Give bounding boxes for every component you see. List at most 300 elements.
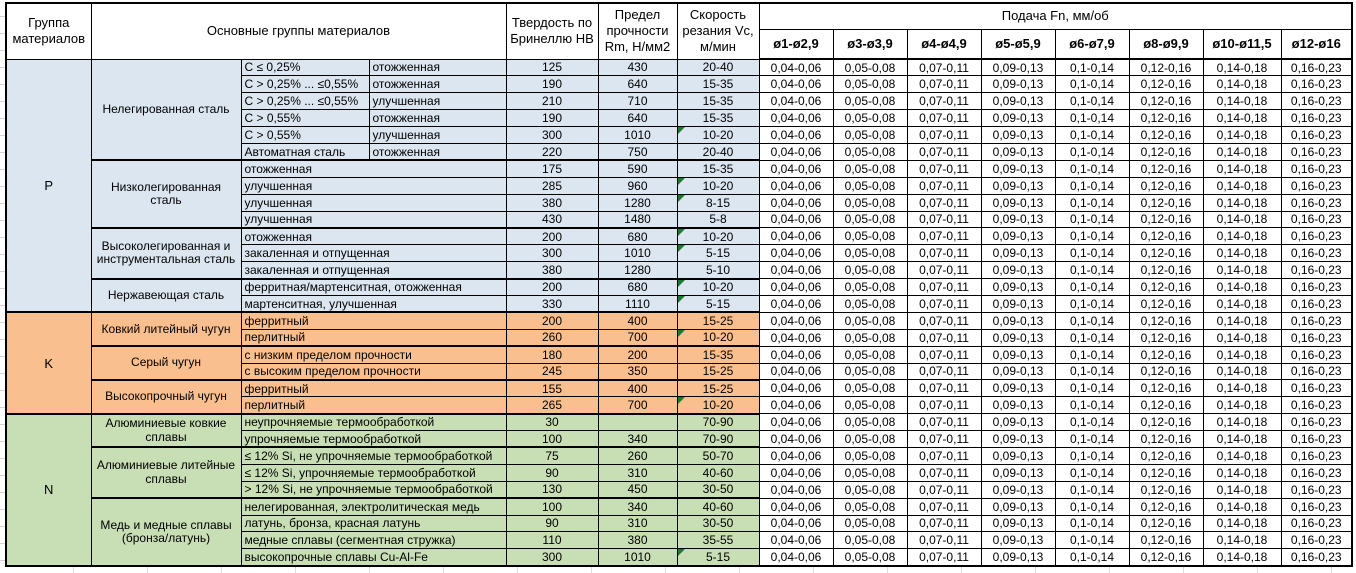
feed-value-cell[interactable]: 0,12-0,16 — [1129, 312, 1203, 329]
strength-cell[interactable]: 680 — [598, 228, 677, 245]
feed-value-cell[interactable]: 0,07-0,11 — [907, 59, 981, 76]
feed-value-cell[interactable]: 0,05-0,08 — [833, 498, 907, 515]
feed-value-cell[interactable]: 0,05-0,08 — [833, 93, 907, 110]
feed-value-cell[interactable]: 0,07-0,11 — [907, 414, 981, 431]
header-material-group[interactable]: Группа материалов — [6, 3, 91, 59]
cutting-speed-cell[interactable]: 70-90 — [677, 414, 759, 431]
cutting-speed-cell[interactable]: 10-20 — [677, 127, 759, 144]
cutting-speed-cell[interactable]: 10-20 — [677, 279, 759, 296]
header-feed-col[interactable]: ø8-ø9,9 — [1129, 29, 1203, 59]
hardness-cell[interactable]: 220 — [506, 143, 598, 160]
feed-value-cell[interactable]: 0,05-0,08 — [833, 312, 907, 329]
feed-value-cell[interactable]: 0,16-0,23 — [1281, 363, 1352, 380]
feed-value-cell[interactable]: 0,14-0,18 — [1203, 481, 1281, 498]
group-code-cell[interactable]: K — [6, 312, 91, 413]
feed-value-cell[interactable]: 0,1-0,14 — [1055, 363, 1129, 380]
feed-value-cell[interactable]: 0,14-0,18 — [1203, 363, 1281, 380]
cutting-speed-cell[interactable]: 15-25 — [677, 312, 759, 329]
material-detail-cell[interactable]: > 12% Si, не упрочняемые термообработкой — [241, 481, 506, 498]
feed-value-cell[interactable]: 0,09-0,13 — [981, 312, 1055, 329]
feed-value-cell[interactable]: 0,07-0,11 — [907, 262, 981, 279]
strength-cell[interactable]: 340 — [598, 431, 677, 448]
cutting-speed-cell[interactable]: 15-35 — [677, 93, 759, 110]
feed-value-cell[interactable]: 0,14-0,18 — [1203, 312, 1281, 329]
feed-value-cell[interactable]: 0,12-0,16 — [1129, 498, 1203, 515]
feed-value-cell[interactable]: 0,09-0,13 — [981, 380, 1055, 397]
feed-value-cell[interactable]: 0,1-0,14 — [1055, 532, 1129, 549]
feed-value-cell[interactable]: 0,16-0,23 — [1281, 532, 1352, 549]
feed-value-cell[interactable]: 0,14-0,18 — [1203, 262, 1281, 279]
feed-value-cell[interactable]: 0,14-0,18 — [1203, 346, 1281, 363]
feed-value-cell[interactable]: 0,12-0,16 — [1129, 93, 1203, 110]
feed-value-cell[interactable]: 0,09-0,13 — [981, 431, 1055, 448]
feed-value-cell[interactable]: 0,09-0,13 — [981, 481, 1055, 498]
hardness-cell[interactable]: 300 — [506, 549, 598, 566]
feed-value-cell[interactable]: 0,04-0,06 — [759, 262, 833, 279]
feed-value-cell[interactable]: 0,09-0,13 — [981, 346, 1055, 363]
strength-cell[interactable]: 1010 — [598, 245, 677, 262]
strength-cell[interactable]: 310 — [598, 515, 677, 532]
feed-value-cell[interactable]: 0,14-0,18 — [1203, 93, 1281, 110]
feed-value-cell[interactable]: 0,12-0,16 — [1129, 447, 1203, 464]
feed-value-cell[interactable]: 0,04-0,06 — [759, 414, 833, 431]
feed-value-cell[interactable]: 0,12-0,16 — [1129, 431, 1203, 448]
feed-value-cell[interactable]: 0,12-0,16 — [1129, 262, 1203, 279]
feed-value-cell[interactable]: 0,04-0,06 — [759, 279, 833, 296]
strength-cell[interactable]: 1280 — [598, 262, 677, 279]
header-feed-col[interactable]: ø5-ø5,9 — [981, 29, 1055, 59]
strength-cell[interactable]: 640 — [598, 110, 677, 127]
feed-value-cell[interactable]: 0,1-0,14 — [1055, 211, 1129, 228]
material-detail-cell[interactable]: отожженная — [241, 160, 506, 177]
feed-value-cell[interactable]: 0,16-0,23 — [1281, 110, 1352, 127]
feed-value-cell[interactable]: 0,16-0,23 — [1281, 160, 1352, 177]
feed-value-cell[interactable]: 0,16-0,23 — [1281, 515, 1352, 532]
feed-value-cell[interactable]: 0,14-0,18 — [1203, 447, 1281, 464]
feed-value-cell[interactable]: 0,04-0,06 — [759, 127, 833, 144]
subgroup-name-cell[interactable]: Медь и медные сплавы (бронза/латунь) — [91, 498, 241, 566]
subgroup-name-cell[interactable]: Высокопрочный чугун — [91, 380, 241, 414]
material-state-cell[interactable]: отожженная — [369, 110, 506, 127]
feed-value-cell[interactable]: 0,1-0,14 — [1055, 262, 1129, 279]
header-strength[interactable]: Предел прочности Rm, Н/мм2 — [598, 3, 677, 59]
feed-value-cell[interactable]: 0,05-0,08 — [833, 76, 907, 93]
feed-value-cell[interactable]: 0,05-0,08 — [833, 262, 907, 279]
feed-value-cell[interactable]: 0,16-0,23 — [1281, 380, 1352, 397]
material-detail-cell[interactable]: улучшенная — [241, 194, 506, 211]
cutting-speed-cell[interactable]: 5-15 — [677, 245, 759, 262]
material-state-cell[interactable]: отожженная — [369, 59, 506, 76]
feed-value-cell[interactable]: 0,07-0,11 — [907, 194, 981, 211]
material-state-cell[interactable]: отожженная — [369, 143, 506, 160]
feed-value-cell[interactable]: 0,16-0,23 — [1281, 76, 1352, 93]
feed-value-cell[interactable]: 0,09-0,13 — [981, 143, 1055, 160]
feed-value-cell[interactable]: 0,05-0,08 — [833, 397, 907, 414]
cutting-speed-cell[interactable]: 50-70 — [677, 447, 759, 464]
strength-cell[interactable]: 1010 — [598, 127, 677, 144]
feed-value-cell[interactable]: 0,04-0,06 — [759, 245, 833, 262]
strength-cell[interactable]: 350 — [598, 363, 677, 380]
feed-value-cell[interactable]: 0,12-0,16 — [1129, 329, 1203, 346]
material-detail-cell[interactable]: латунь, бронза, красная латунь — [241, 515, 506, 532]
header-main-groups[interactable]: Основные группы материалов — [91, 3, 506, 59]
feed-value-cell[interactable]: 0,12-0,16 — [1129, 380, 1203, 397]
material-detail-cell[interactable]: ферритный — [241, 380, 506, 397]
feed-value-cell[interactable]: 0,07-0,11 — [907, 312, 981, 329]
feed-value-cell[interactable]: 0,05-0,08 — [833, 228, 907, 245]
feed-value-cell[interactable]: 0,16-0,23 — [1281, 481, 1352, 498]
material-detail-cell[interactable]: перлитный — [241, 329, 506, 346]
feed-value-cell[interactable]: 0,07-0,11 — [907, 549, 981, 566]
feed-value-cell[interactable]: 0,07-0,11 — [907, 515, 981, 532]
feed-value-cell[interactable]: 0,1-0,14 — [1055, 93, 1129, 110]
group-code-cell[interactable]: N — [6, 414, 91, 566]
feed-value-cell[interactable]: 0,09-0,13 — [981, 93, 1055, 110]
feed-value-cell[interactable]: 0,16-0,23 — [1281, 127, 1352, 144]
feed-value-cell[interactable]: 0,09-0,13 — [981, 59, 1055, 76]
strength-cell[interactable]: 260 — [598, 447, 677, 464]
feed-value-cell[interactable]: 0,09-0,13 — [981, 464, 1055, 481]
feed-value-cell[interactable]: 0,09-0,13 — [981, 515, 1055, 532]
header-feed-col[interactable]: ø4-ø4,9 — [907, 29, 981, 59]
cutting-speed-cell[interactable]: 5-10 — [677, 262, 759, 279]
cutting-speed-cell[interactable]: 10-20 — [677, 329, 759, 346]
feed-value-cell[interactable]: 0,1-0,14 — [1055, 397, 1129, 414]
feed-value-cell[interactable]: 0,05-0,08 — [833, 481, 907, 498]
feed-value-cell[interactable]: 0,16-0,23 — [1281, 279, 1352, 296]
header-feed-col[interactable]: ø3-ø3,9 — [833, 29, 907, 59]
feed-value-cell[interactable]: 0,16-0,23 — [1281, 397, 1352, 414]
feed-value-cell[interactable]: 0,04-0,06 — [759, 211, 833, 228]
feed-value-cell[interactable]: 0,07-0,11 — [907, 211, 981, 228]
feed-value-cell[interactable]: 0,14-0,18 — [1203, 329, 1281, 346]
cutting-speed-cell[interactable]: 40-60 — [677, 464, 759, 481]
material-detail-cell[interactable]: ≤ 12% Si, упрочняемые термообработкой — [241, 464, 506, 481]
feed-value-cell[interactable]: 0,1-0,14 — [1055, 549, 1129, 566]
cutting-speed-cell[interactable]: 10-20 — [677, 228, 759, 245]
feed-value-cell[interactable]: 0,04-0,06 — [759, 312, 833, 329]
material-detail-cell[interactable]: упрочняемые термообработкой — [241, 431, 506, 448]
feed-value-cell[interactable]: 0,14-0,18 — [1203, 127, 1281, 144]
feed-value-cell[interactable]: 0,04-0,06 — [759, 498, 833, 515]
cutting-speed-cell[interactable]: 15-35 — [677, 76, 759, 93]
feed-value-cell[interactable]: 0,16-0,23 — [1281, 245, 1352, 262]
material-detail-cell[interactable]: С > 0,55% — [241, 110, 369, 127]
feed-value-cell[interactable]: 0,07-0,11 — [907, 397, 981, 414]
hardness-cell[interactable]: 265 — [506, 397, 598, 414]
feed-value-cell[interactable]: 0,05-0,08 — [833, 414, 907, 431]
feed-value-cell[interactable]: 0,1-0,14 — [1055, 312, 1129, 329]
feed-value-cell[interactable]: 0,04-0,06 — [759, 177, 833, 194]
feed-value-cell[interactable]: 0,05-0,08 — [833, 110, 907, 127]
header-cutting-speed[interactable]: Скорость резания Vc, м/мин — [677, 3, 759, 59]
cutting-speed-cell[interactable]: 10-20 — [677, 397, 759, 414]
feed-value-cell[interactable]: 0,12-0,16 — [1129, 59, 1203, 76]
feed-value-cell[interactable]: 0,16-0,23 — [1281, 295, 1352, 312]
hardness-cell[interactable]: 200 — [506, 312, 598, 329]
feed-value-cell[interactable]: 0,09-0,13 — [981, 211, 1055, 228]
feed-value-cell[interactable]: 0,04-0,06 — [759, 515, 833, 532]
feed-value-cell[interactable]: 0,07-0,11 — [907, 380, 981, 397]
cutting-speed-cell[interactable]: 40-60 — [677, 498, 759, 515]
material-detail-cell[interactable]: мартенситная, улучшенная — [241, 295, 506, 312]
feed-value-cell[interactable]: 0,07-0,11 — [907, 329, 981, 346]
feed-value-cell[interactable]: 0,09-0,13 — [981, 177, 1055, 194]
feed-value-cell[interactable]: 0,07-0,11 — [907, 160, 981, 177]
feed-value-cell[interactable]: 0,1-0,14 — [1055, 127, 1129, 144]
feed-value-cell[interactable]: 0,16-0,23 — [1281, 59, 1352, 76]
feed-value-cell[interactable]: 0,14-0,18 — [1203, 160, 1281, 177]
feed-value-cell[interactable]: 0,04-0,06 — [759, 59, 833, 76]
feed-value-cell[interactable]: 0,07-0,11 — [907, 431, 981, 448]
feed-value-cell[interactable]: 0,12-0,16 — [1129, 363, 1203, 380]
feed-value-cell[interactable]: 0,12-0,16 — [1129, 211, 1203, 228]
hardness-cell[interactable]: 155 — [506, 380, 598, 397]
hardness-cell[interactable]: 130 — [506, 481, 598, 498]
feed-value-cell[interactable]: 0,05-0,08 — [833, 447, 907, 464]
strength-cell[interactable]: 640 — [598, 76, 677, 93]
feed-value-cell[interactable]: 0,16-0,23 — [1281, 498, 1352, 515]
feed-value-cell[interactable]: 0,09-0,13 — [981, 76, 1055, 93]
strength-cell[interactable]: 1110 — [598, 295, 677, 312]
hardness-cell[interactable]: 125 — [506, 59, 598, 76]
feed-value-cell[interactable]: 0,1-0,14 — [1055, 329, 1129, 346]
feed-value-cell[interactable]: 0,09-0,13 — [981, 549, 1055, 566]
feed-value-cell[interactable]: 0,14-0,18 — [1203, 59, 1281, 76]
cutting-speed-cell[interactable]: 70-90 — [677, 431, 759, 448]
feed-value-cell[interactable]: 0,05-0,08 — [833, 127, 907, 144]
feed-value-cell[interactable]: 0,05-0,08 — [833, 363, 907, 380]
feed-value-cell[interactable]: 0,05-0,08 — [833, 177, 907, 194]
feed-value-cell[interactable]: 0,04-0,06 — [759, 143, 833, 160]
feed-value-cell[interactable]: 0,07-0,11 — [907, 110, 981, 127]
feed-value-cell[interactable]: 0,05-0,08 — [833, 194, 907, 211]
feed-value-cell[interactable]: 0,12-0,16 — [1129, 279, 1203, 296]
feed-value-cell[interactable]: 0,12-0,16 — [1129, 295, 1203, 312]
hardness-cell[interactable]: 100 — [506, 498, 598, 515]
feed-value-cell[interactable]: 0,07-0,11 — [907, 464, 981, 481]
material-detail-cell[interactable]: медные сплавы (сегментная стружка) — [241, 532, 506, 549]
feed-value-cell[interactable]: 0,12-0,16 — [1129, 228, 1203, 245]
hardness-cell[interactable]: 30 — [506, 414, 598, 431]
feed-value-cell[interactable]: 0,16-0,23 — [1281, 262, 1352, 279]
feed-value-cell[interactable]: 0,12-0,16 — [1129, 177, 1203, 194]
feed-value-cell[interactable]: 0,14-0,18 — [1203, 177, 1281, 194]
feed-value-cell[interactable]: 0,16-0,23 — [1281, 329, 1352, 346]
feed-value-cell[interactable]: 0,04-0,06 — [759, 481, 833, 498]
feed-value-cell[interactable]: 0,16-0,23 — [1281, 194, 1352, 211]
subgroup-name-cell[interactable]: Серый чугун — [91, 346, 241, 380]
cutting-speed-cell[interactable]: 5-8 — [677, 211, 759, 228]
feed-value-cell[interactable]: 0,14-0,18 — [1203, 110, 1281, 127]
cutting-speed-cell[interactable]: 15-35 — [677, 346, 759, 363]
material-detail-cell[interactable]: С > 0,55% — [241, 127, 369, 144]
feed-value-cell[interactable]: 0,12-0,16 — [1129, 160, 1203, 177]
subgroup-name-cell[interactable]: Алюминиевые ковкие сплавы — [91, 414, 241, 448]
feed-value-cell[interactable]: 0,09-0,13 — [981, 127, 1055, 144]
feed-value-cell[interactable]: 0,14-0,18 — [1203, 245, 1281, 262]
header-feed-col[interactable]: ø10-ø11,5 — [1203, 29, 1281, 59]
hardness-cell[interactable]: 200 — [506, 279, 598, 296]
feed-value-cell[interactable]: 0,05-0,08 — [833, 279, 907, 296]
material-detail-cell[interactable]: ферритная/мартенситная, отожженная — [241, 279, 506, 296]
feed-value-cell[interactable]: 0,14-0,18 — [1203, 143, 1281, 160]
feed-value-cell[interactable]: 0,12-0,16 — [1129, 346, 1203, 363]
header-feed-col[interactable]: ø12-ø16 — [1281, 29, 1352, 59]
feed-value-cell[interactable]: 0,05-0,08 — [833, 464, 907, 481]
cutting-speed-cell[interactable]: 15-25 — [677, 380, 759, 397]
feed-value-cell[interactable]: 0,1-0,14 — [1055, 295, 1129, 312]
cutting-speed-cell[interactable]: 20-40 — [677, 59, 759, 76]
feed-value-cell[interactable]: 0,05-0,08 — [833, 346, 907, 363]
feed-value-cell[interactable]: 0,04-0,06 — [759, 447, 833, 464]
strength-cell[interactable]: 590 — [598, 160, 677, 177]
hardness-cell[interactable]: 430 — [506, 211, 598, 228]
hardness-cell[interactable]: 330 — [506, 295, 598, 312]
feed-value-cell[interactable]: 0,1-0,14 — [1055, 380, 1129, 397]
subgroup-name-cell[interactable]: Высоколегированная и инструментальная сталь — [91, 228, 241, 279]
material-detail-cell[interactable]: закаленная и отпущенная — [241, 262, 506, 279]
feed-value-cell[interactable]: 0,1-0,14 — [1055, 76, 1129, 93]
cutting-speed-cell[interactable]: 15-35 — [677, 110, 759, 127]
feed-value-cell[interactable]: 0,07-0,11 — [907, 177, 981, 194]
feed-value-cell[interactable]: 0,04-0,06 — [759, 464, 833, 481]
feed-value-cell[interactable]: 0,12-0,16 — [1129, 481, 1203, 498]
feed-value-cell[interactable]: 0,07-0,11 — [907, 76, 981, 93]
material-detail-cell[interactable]: ферритный — [241, 312, 506, 329]
feed-value-cell[interactable]: 0,12-0,16 — [1129, 194, 1203, 211]
hardness-cell[interactable]: 100 — [506, 431, 598, 448]
header-feed-col[interactable]: ø6-ø7,9 — [1055, 29, 1129, 59]
feed-value-cell[interactable]: 0,05-0,08 — [833, 515, 907, 532]
strength-cell[interactable]: 750 — [598, 143, 677, 160]
feed-value-cell[interactable]: 0,14-0,18 — [1203, 228, 1281, 245]
strength-cell[interactable]: 340 — [598, 498, 677, 515]
feed-value-cell[interactable]: 0,1-0,14 — [1055, 346, 1129, 363]
cutting-speed-cell[interactable]: 30-50 — [677, 515, 759, 532]
feed-value-cell[interactable]: 0,14-0,18 — [1203, 498, 1281, 515]
feed-value-cell[interactable]: 0,07-0,11 — [907, 481, 981, 498]
feed-value-cell[interactable]: 0,16-0,23 — [1281, 228, 1352, 245]
cutting-speed-cell[interactable]: 30-50 — [677, 481, 759, 498]
material-detail-cell[interactable]: перлитный — [241, 397, 506, 414]
feed-value-cell[interactable]: 0,12-0,16 — [1129, 245, 1203, 262]
feed-value-cell[interactable]: 0,05-0,08 — [833, 211, 907, 228]
feed-value-cell[interactable]: 0,05-0,08 — [833, 245, 907, 262]
feed-value-cell[interactable]: 0,09-0,13 — [981, 329, 1055, 346]
feed-value-cell[interactable]: 0,1-0,14 — [1055, 431, 1129, 448]
hardness-cell[interactable]: 175 — [506, 160, 598, 177]
feed-value-cell[interactable]: 0,05-0,08 — [833, 532, 907, 549]
header-feed-col[interactable]: ø1-ø2,9 — [759, 29, 833, 59]
strength-cell[interactable]: 700 — [598, 397, 677, 414]
feed-value-cell[interactable]: 0,05-0,08 — [833, 549, 907, 566]
feed-value-cell[interactable]: 0,12-0,16 — [1129, 110, 1203, 127]
hardness-cell[interactable]: 110 — [506, 532, 598, 549]
feed-value-cell[interactable]: 0,09-0,13 — [981, 110, 1055, 127]
feed-value-cell[interactable]: 0,09-0,13 — [981, 228, 1055, 245]
feed-value-cell[interactable]: 0,14-0,18 — [1203, 76, 1281, 93]
feed-value-cell[interactable]: 0,16-0,23 — [1281, 93, 1352, 110]
material-detail-cell[interactable]: закаленная и отпущенная — [241, 245, 506, 262]
feed-value-cell[interactable]: 0,04-0,06 — [759, 532, 833, 549]
material-detail-cell[interactable]: неупрочняемые термообработкой — [241, 414, 506, 431]
feed-value-cell[interactable]: 0,1-0,14 — [1055, 414, 1129, 431]
feed-value-cell[interactable]: 0,12-0,16 — [1129, 549, 1203, 566]
feed-value-cell[interactable]: 0,04-0,06 — [759, 194, 833, 211]
cutting-speed-cell[interactable]: 10-20 — [677, 177, 759, 194]
feed-value-cell[interactable]: 0,12-0,16 — [1129, 397, 1203, 414]
cutting-speed-cell[interactable]: 15-25 — [677, 363, 759, 380]
header-feed-title[interactable]: Подача Fn, мм/об — [759, 3, 1352, 29]
hardness-cell[interactable]: 285 — [506, 177, 598, 194]
material-detail-cell[interactable]: высокопрочные сплавы Cu-Al-Fe — [241, 549, 506, 566]
feed-value-cell[interactable]: 0,04-0,06 — [759, 549, 833, 566]
strength-cell[interactable]: 310 — [598, 464, 677, 481]
feed-value-cell[interactable]: 0,04-0,06 — [759, 295, 833, 312]
feed-value-cell[interactable]: 0,16-0,23 — [1281, 447, 1352, 464]
cutting-speed-cell[interactable]: 5-15 — [677, 295, 759, 312]
feed-value-cell[interactable]: 0,05-0,08 — [833, 380, 907, 397]
feed-value-cell[interactable]: 0,16-0,23 — [1281, 549, 1352, 566]
feed-value-cell[interactable]: 0,16-0,23 — [1281, 211, 1352, 228]
subgroup-name-cell[interactable]: Ковкий литейный чугун — [91, 312, 241, 346]
feed-value-cell[interactable]: 0,07-0,11 — [907, 363, 981, 380]
feed-value-cell[interactable]: 0,04-0,06 — [759, 380, 833, 397]
strength-cell[interactable]: 380 — [598, 532, 677, 549]
group-code-cell[interactable]: P — [6, 59, 91, 312]
cutting-speed-cell[interactable]: 20-40 — [677, 143, 759, 160]
feed-value-cell[interactable]: 0,12-0,16 — [1129, 127, 1203, 144]
feed-value-cell[interactable]: 0,05-0,08 — [833, 59, 907, 76]
hardness-cell[interactable]: 210 — [506, 93, 598, 110]
material-detail-cell[interactable]: с высоким пределом прочности — [241, 363, 506, 380]
feed-value-cell[interactable]: 0,07-0,11 — [907, 127, 981, 144]
hardness-cell[interactable]: 90 — [506, 515, 598, 532]
feed-value-cell[interactable]: 0,07-0,11 — [907, 498, 981, 515]
feed-value-cell[interactable]: 0,16-0,23 — [1281, 143, 1352, 160]
feed-value-cell[interactable]: 0,16-0,23 — [1281, 464, 1352, 481]
feed-value-cell[interactable]: 0,14-0,18 — [1203, 414, 1281, 431]
feed-value-cell[interactable]: 0,07-0,11 — [907, 245, 981, 262]
feed-value-cell[interactable]: 0,12-0,16 — [1129, 414, 1203, 431]
feed-value-cell[interactable]: 0,09-0,13 — [981, 498, 1055, 515]
feed-value-cell[interactable]: 0,14-0,18 — [1203, 549, 1281, 566]
feed-value-cell[interactable]: 0,16-0,23 — [1281, 312, 1352, 329]
material-detail-cell[interactable]: нелегированная, электролитическая медь — [241, 498, 506, 515]
feed-value-cell[interactable]: 0,12-0,16 — [1129, 515, 1203, 532]
feed-value-cell[interactable]: 0,1-0,14 — [1055, 481, 1129, 498]
strength-cell[interactable]: 1480 — [598, 211, 677, 228]
material-state-cell[interactable]: улучшенная — [369, 127, 506, 144]
hardness-cell[interactable]: 190 — [506, 76, 598, 93]
feed-value-cell[interactable]: 0,12-0,16 — [1129, 143, 1203, 160]
feed-value-cell[interactable]: 0,14-0,18 — [1203, 211, 1281, 228]
strength-cell[interactable]: 430 — [598, 59, 677, 76]
hardness-cell[interactable]: 200 — [506, 228, 598, 245]
feed-value-cell[interactable]: 0,1-0,14 — [1055, 110, 1129, 127]
cutting-speed-cell[interactable]: 15-35 — [677, 160, 759, 177]
feed-value-cell[interactable]: 0,1-0,14 — [1055, 160, 1129, 177]
feed-value-cell[interactable]: 0,04-0,06 — [759, 228, 833, 245]
header-hardness[interactable]: Твердость по Бринеллю НВ — [506, 3, 598, 59]
feed-value-cell[interactable]: 0,1-0,14 — [1055, 515, 1129, 532]
cutting-speed-cell[interactable]: 35-55 — [677, 532, 759, 549]
feed-value-cell[interactable]: 0,14-0,18 — [1203, 515, 1281, 532]
feed-value-cell[interactable]: 0,1-0,14 — [1055, 177, 1129, 194]
material-state-cell[interactable]: улучшенная — [369, 93, 506, 110]
feed-value-cell[interactable]: 0,1-0,14 — [1055, 464, 1129, 481]
